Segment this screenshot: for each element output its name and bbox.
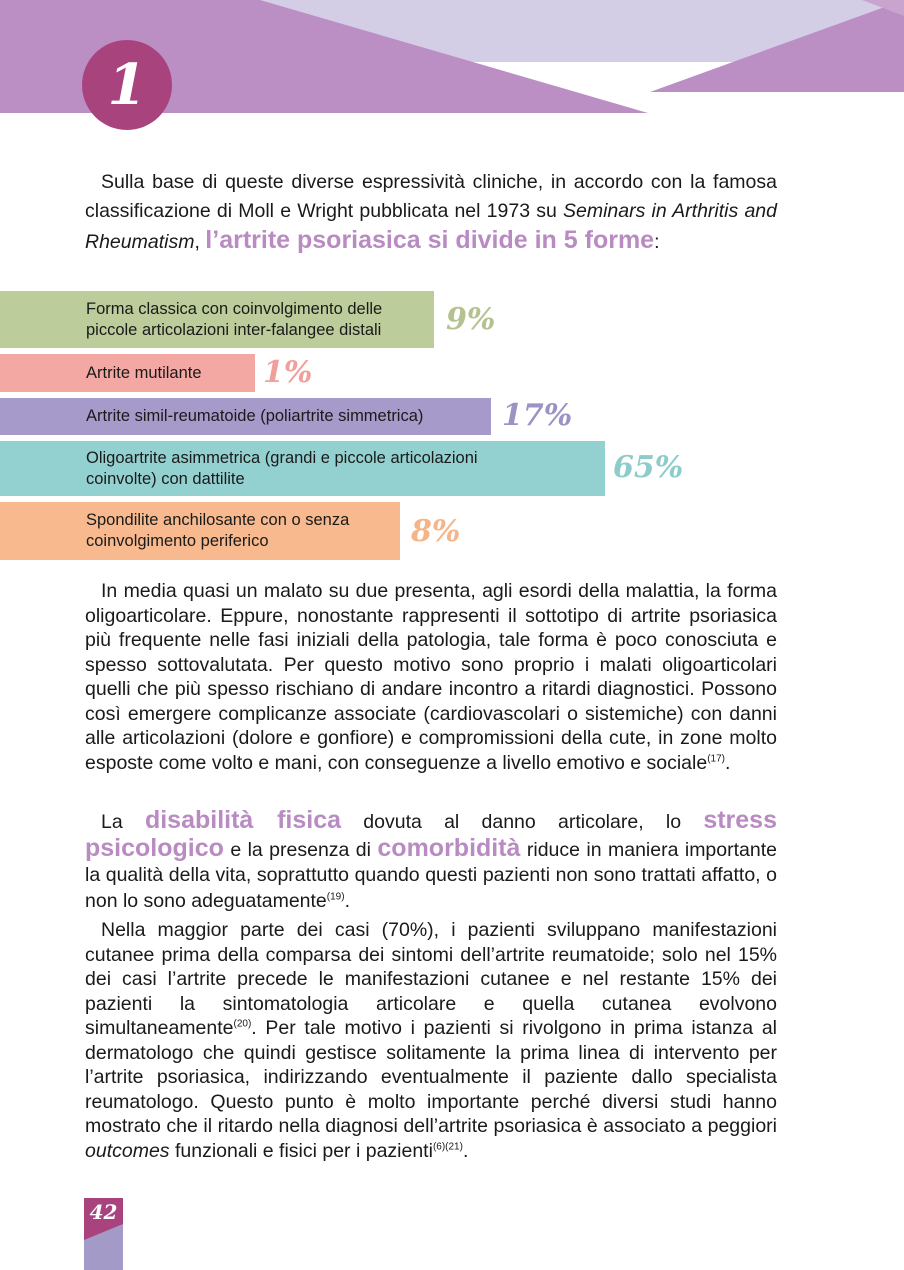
intro-text-2: , [194,231,206,253]
paragraph-text: riduce in maniera importante la qualità della vita, soprattutto quando questi pazienti non sono trattati affatto, o non lo sono adeguatamente [85,838,777,912]
bar-label: Artrite simil-reumatoide (poliartrite simmetrica) [86,407,424,425]
intro-highlight: l’artrite psoriasica si divide in 5 forme [205,226,655,254]
bar-spondilite [0,502,400,560]
paragraph-disabilita [85,808,777,914]
bar-value-label: 9% [446,302,496,337]
paragraph-end: . [462,1139,469,1162]
bar-label: Oligoartrite asimmetrica (grandi e piccole articolazioni coinvolte) con dattilite [86,448,478,488]
citation-ref: (20) [233,1018,252,1030]
paragraph-text: dovuta al danno articolare, lo [341,811,704,833]
chapter-number: 1 [107,52,147,118]
paragraph-text: Nella maggior parte dei casi (70%), i pazienti sviluppano manifestazioni cutanee prima della comparsa dei sintomi dell’artrite reumatoide; solo nel 15% dei casi l’artrite precede le manifestazioni cutanee e nel restante 15% dei pazienti la sintomatologia articolare e quella cutanea evolvono simultaneamente [85,919,777,1039]
paragraph-oligoarticolare [85,579,777,775]
highlight-stress: stress psicologico [85,806,777,862]
paragraph-text: e la presenza di [223,838,378,861]
paragraph-text: funzionali e fisici per i pazienti [169,1139,433,1162]
paragraph-manifestazioni [85,918,777,1163]
bar-value-label: 1% [263,355,313,390]
bar-value-label: 8% [411,514,461,549]
intro-journal-title: Seminars in Arthritis and Rheumatism [85,200,777,253]
bar-label: Forma classica con coinvolgimento delle piccole articolazioni inter-falangee distali [86,299,383,339]
intro-paragraph [85,168,777,257]
intro-text-1: Sulla base di queste diverse espressività cliniche, in accordo con la famosa classificazione di Moll e Wright pubblicata nel 1973 su [85,171,777,222]
paragraph-end: . [724,751,731,774]
citation-ref: (6)(21) [432,1141,463,1152]
intro-end: : [654,231,660,253]
chapter-number-badge [82,40,172,130]
italic-outcomes: outcomes [85,1139,170,1162]
paragraph-text: . Per tale motivo i pazienti si rivolgono in prima istanza al dermatologo che quindi gestisce solitamente la prima linea di intervento per l’artrite psoriasica, indirizzando eventualmente il paziente dallo specialista reumatologo. Questo punto è molto importante perché diversi studi hanno mostrato che il ritardo nella diagnosi dell’artrite psoriasica è associato a peggiori [85,1017,777,1137]
paragraph-end: . [344,889,350,912]
bar-artrite-mutilante [0,354,255,392]
citation-ref: (19) [326,891,345,902]
highlight-comorbidita: comorbidità [377,833,521,862]
bar-simil-reumatoide [0,398,491,435]
paragraph-text: La [101,811,145,833]
bar-value-label: 65% [613,450,684,485]
paragraph-text: In media quasi un malato su due presenta, agli esordi della malattia, la forma oligoarticolare. Eppure, nonostante rappresenti il sottotipo di artrite psoriasica più frequente nelle fasi iniziali della patologia, tale forma è poco conosciuta e spesso sottovalutata. Per questo motivo sono proprio i malati oligoarticolari quelli che più spesso rischiano di andare incontro a ritardi diagnostici. Possono così emergere complicanze associate (cardiovascolari o sistemiche) con danni alle articolazioni (dolore e gonfiore) e compromissioni della cute, in zone molto esposte come volto e mani, con conseguenze a livello emotivo e sociale [85,580,777,774]
bar-value-label: 17% [502,398,573,433]
bar-label: Spondilite anchilosante con o senza coinvolgimento periferico [86,511,350,550]
highlight-disabilita: disabilità fisica [144,806,342,834]
bar-forma-classica [0,291,434,348]
bar-label: Artrite mutilante [86,363,202,382]
citation-ref: (17) [707,753,725,764]
bar-oligoartrite [0,441,605,496]
page-number: 42 [89,1200,118,1224]
